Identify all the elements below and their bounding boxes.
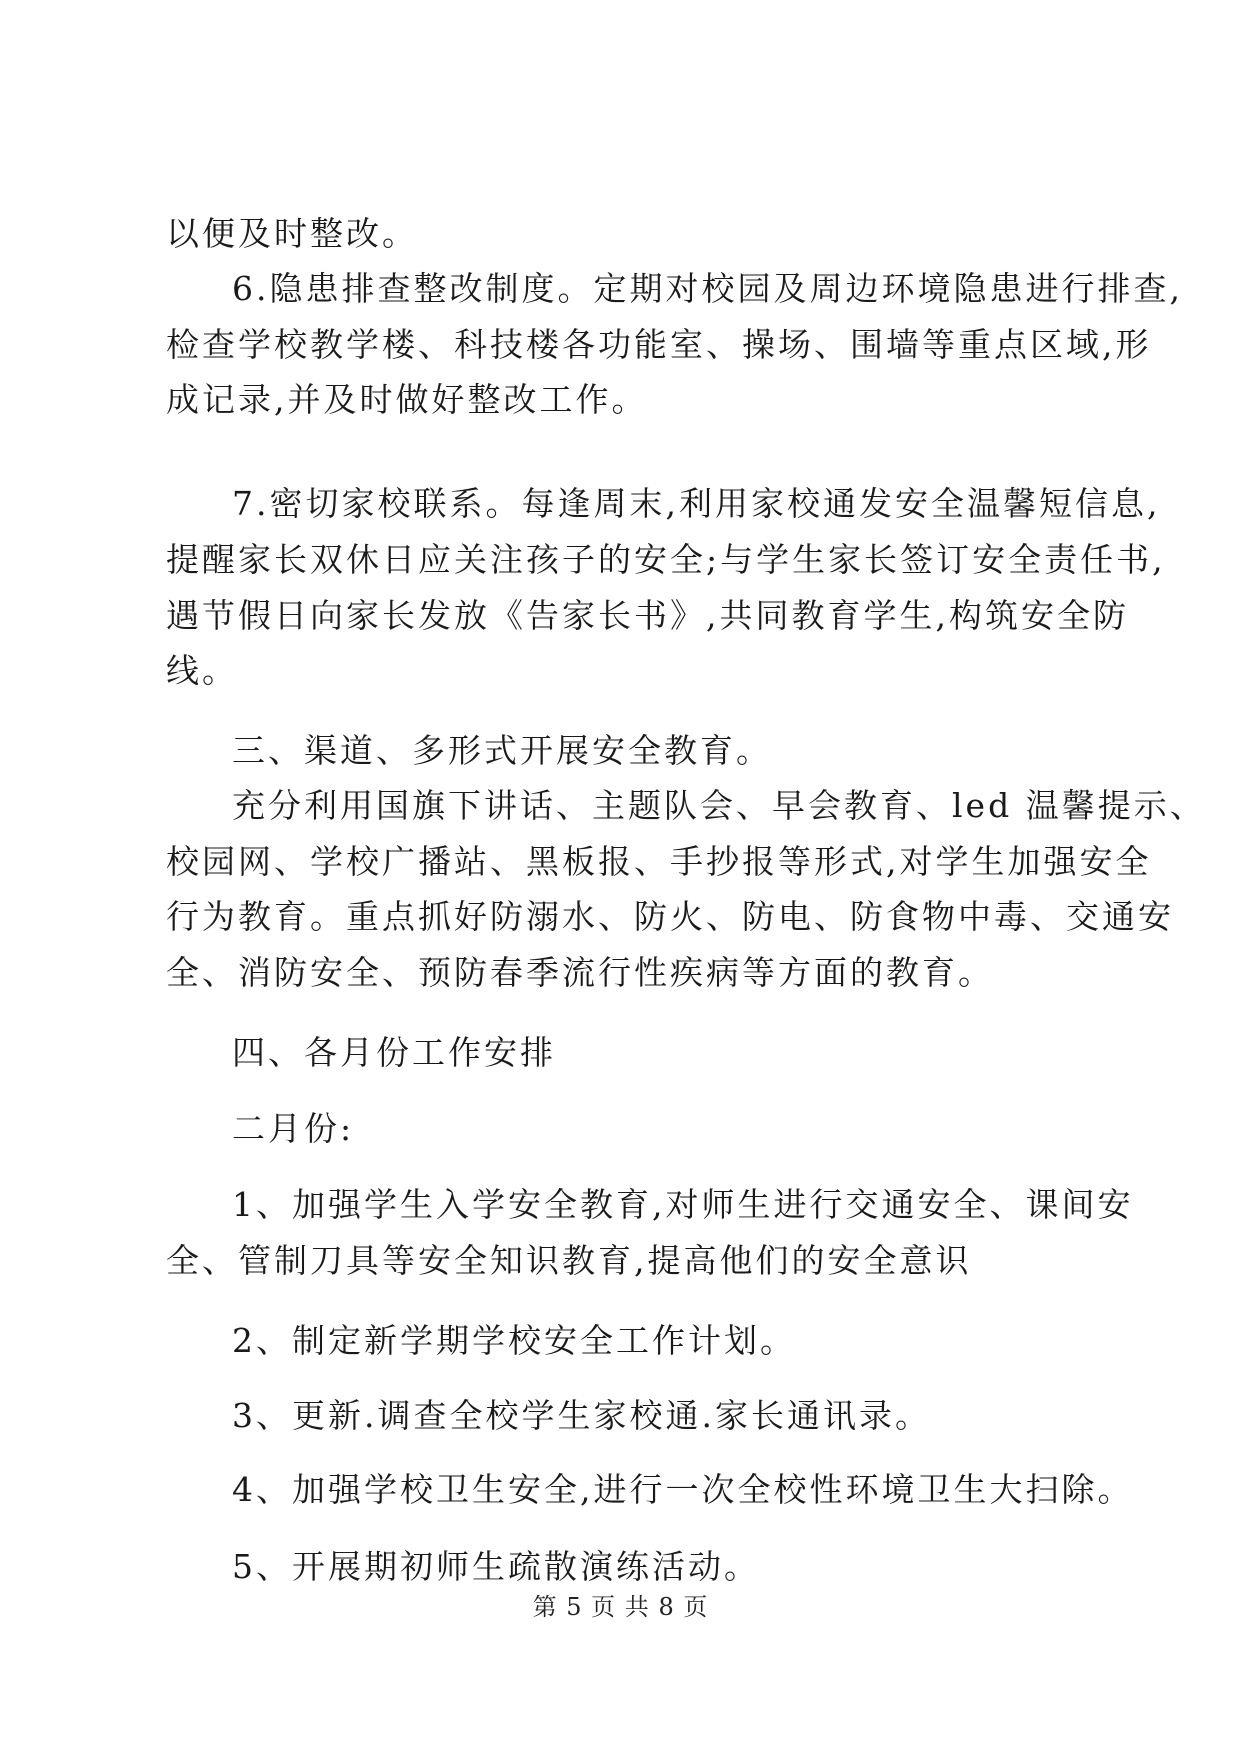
- section-heading: 四、各月份工作安排: [232, 1033, 556, 1072]
- text-line: 校园网、学校广播站、黑板报、手抄报等形式,对学生加强安全: [166, 842, 1152, 881]
- text-line: 线。: [166, 651, 238, 690]
- text-line: 成记录,并及时做好整改工作。: [166, 380, 648, 419]
- list-item: 3、更新.调查全校学生家校通.家长通讯录。: [232, 1396, 931, 1435]
- text-line: 7.密切家校联系。每逢周末,利用家校通发安全温馨短信息,: [232, 484, 1161, 523]
- text-line: 充分利用国旗下讲话、主题队会、早会教育、led 温馨提示、: [232, 786, 1206, 825]
- text-line: 全、管制刀具等安全知识教育,提高他们的安全意识: [166, 1241, 972, 1280]
- text-line: 6.隐患排查整改制度。定期对校园及周边环境隐患进行排查,: [232, 269, 1183, 308]
- list-item: 4、加强学校卫生安全,进行一次全校性环境卫生大扫除。: [232, 1470, 1134, 1509]
- text-line: 全、消防安全、预防春季流行性疾病等方面的教育。: [166, 953, 994, 992]
- text-line: 遇节假日向家长发放《告家长书》,共同教育学生,构筑安全防: [166, 596, 1129, 635]
- section-heading: 三、渠道、多形式开展安全教育。: [232, 731, 772, 770]
- text-line: 提醒家长双休日应关注孩子的安全;与学生家长签订安全责任书,: [166, 540, 1166, 579]
- page-number-footer: 第 5 页 共 8 页: [532, 1593, 709, 1621]
- text-line: 以便及时整改。: [166, 214, 418, 253]
- list-item: 1、加强学生入学安全教育,对师生进行交通安全、课间安: [232, 1185, 1134, 1224]
- text-line: 检查学校教学楼、科技楼各功能室、操场、围墙等重点区域,形: [166, 325, 1152, 364]
- list-item: 2、制定新学期学校安全工作计划。: [232, 1321, 796, 1360]
- text-line: 行为教育。重点抓好防溺水、防火、防电、防食物中毒、交通安: [166, 897, 1174, 936]
- list-item: 5、开展期初师生疏散演练活动。: [232, 1547, 760, 1586]
- subsection-heading: 二月份:: [232, 1109, 355, 1148]
